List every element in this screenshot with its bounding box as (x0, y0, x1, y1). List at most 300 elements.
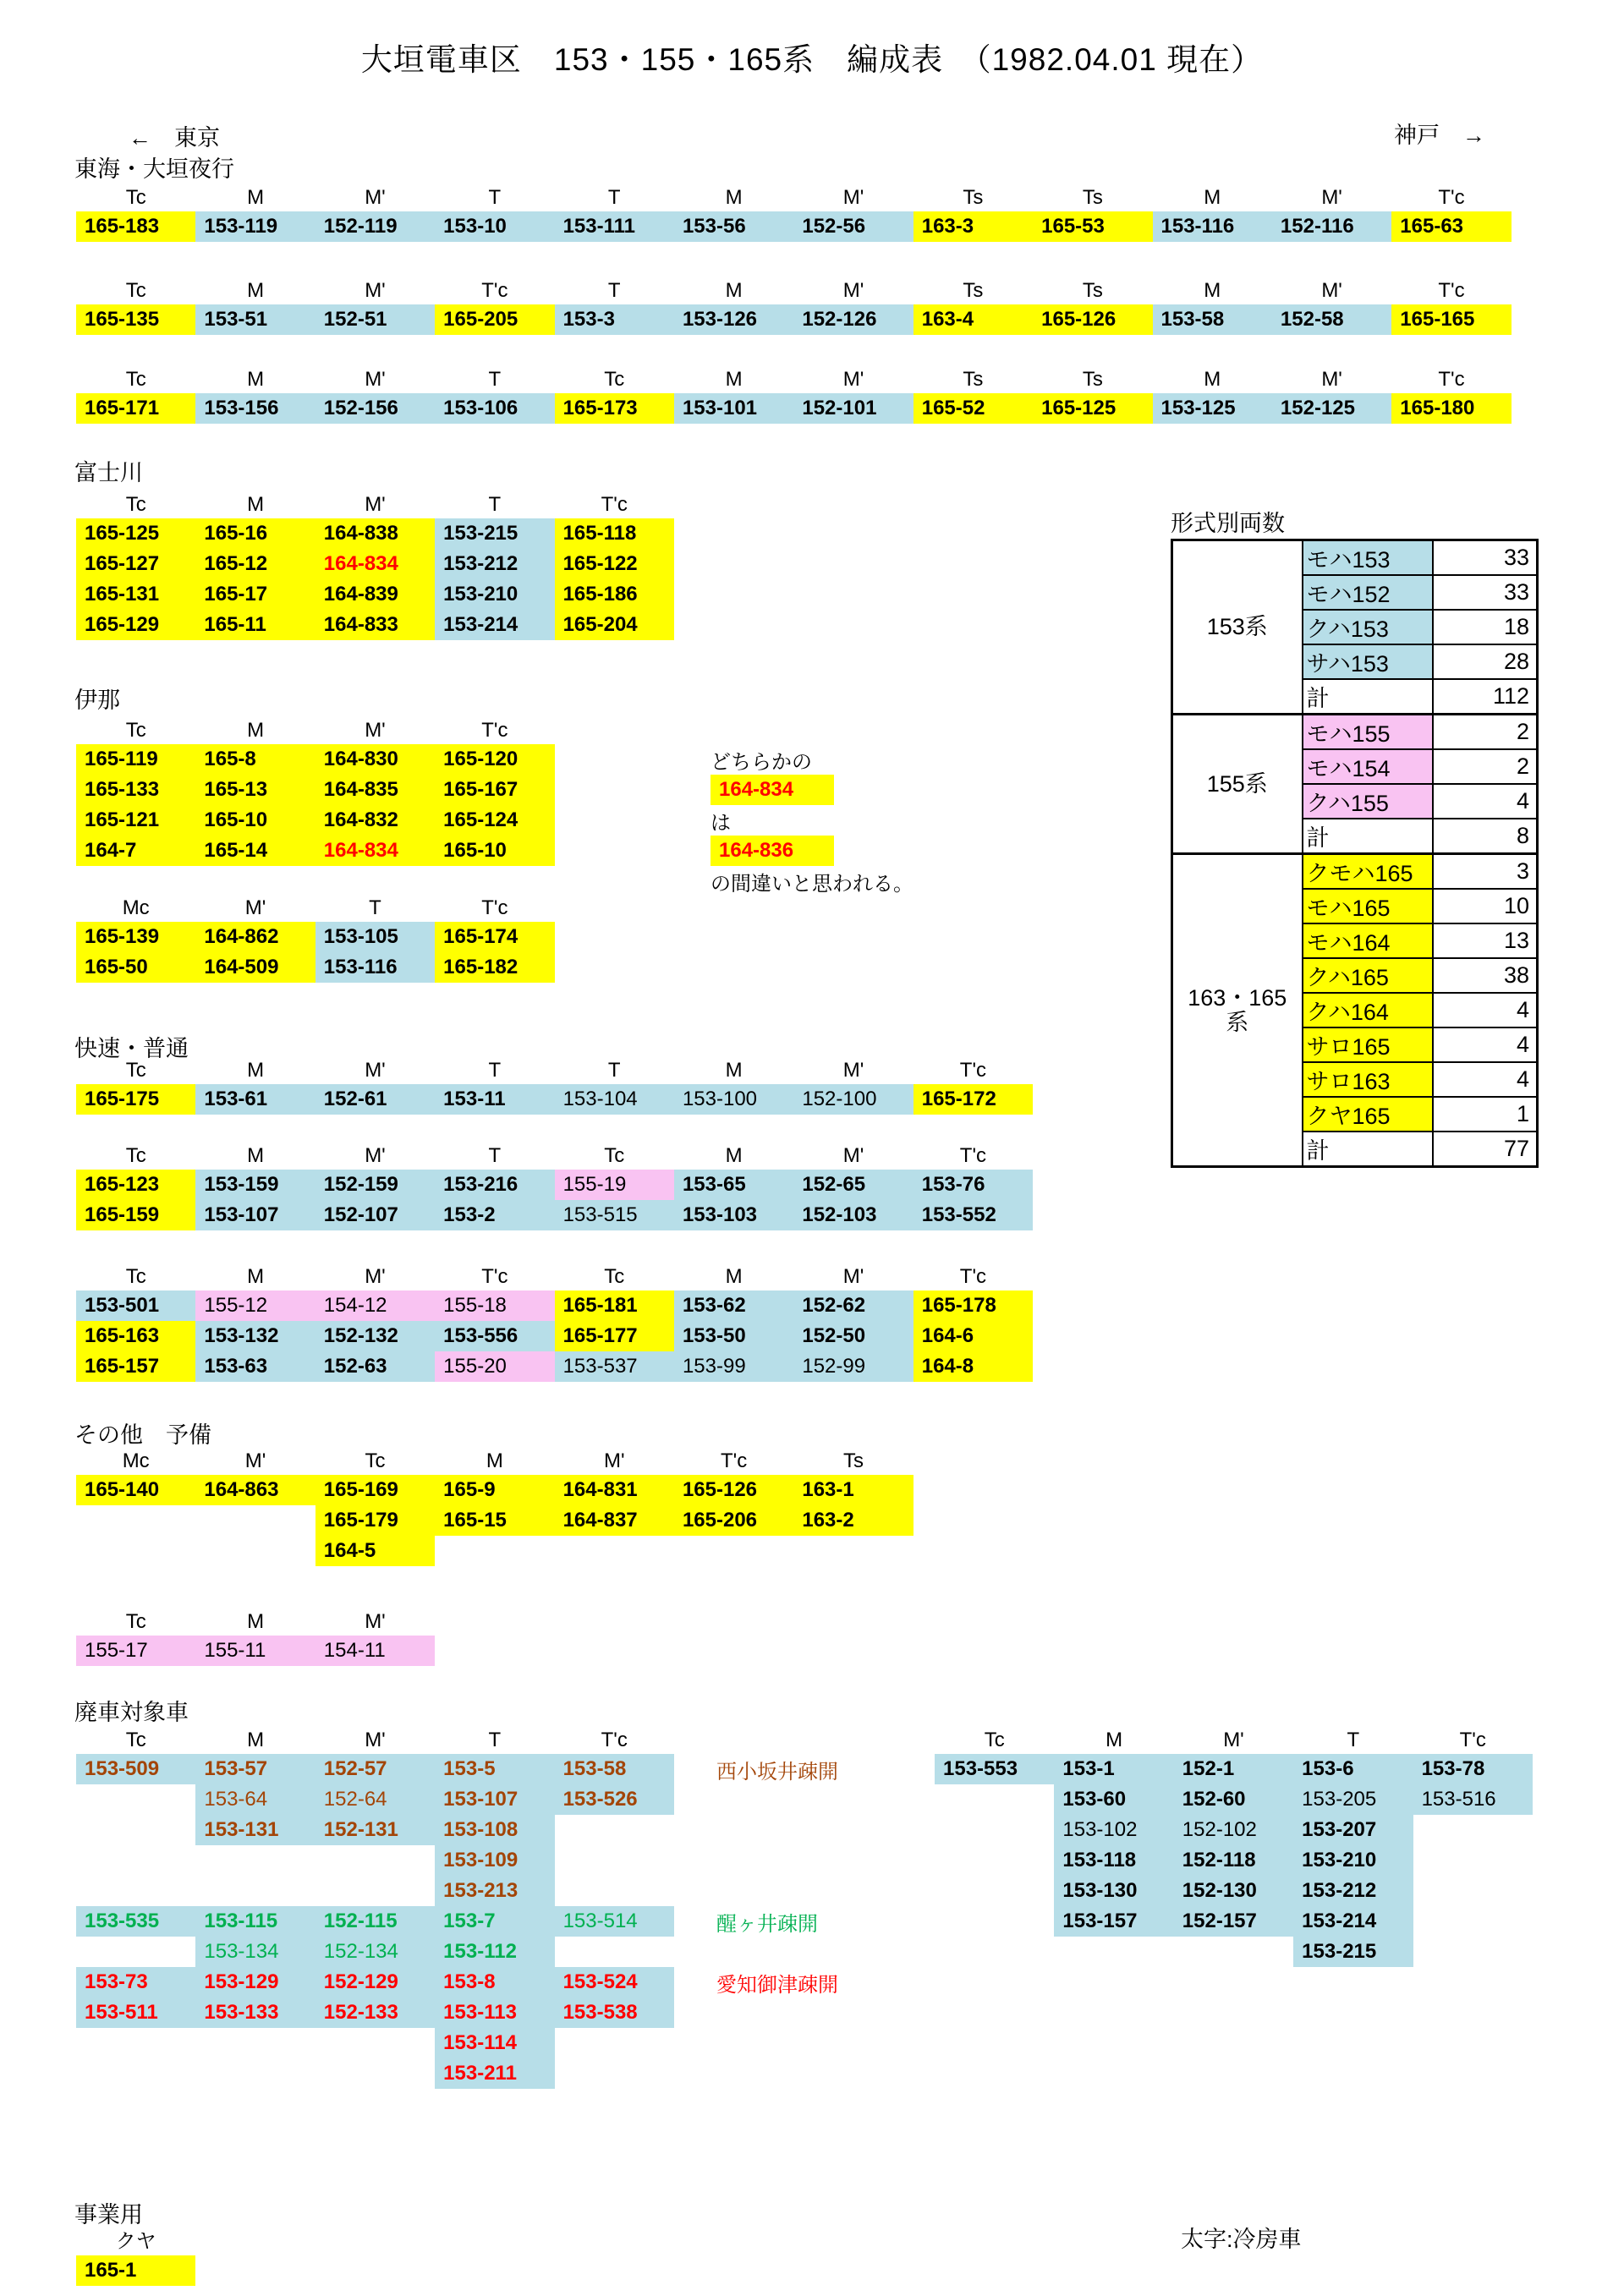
summary-row (1172, 715, 1538, 750)
car-number-cell: 165-178 (914, 1290, 1033, 1321)
car-number-cell: 165-165 (1391, 304, 1511, 335)
empty-cell (76, 2058, 195, 2089)
car-number-cell: 153-516 (1413, 1784, 1533, 1815)
car-number-cell: 152-157 (1174, 1906, 1293, 1937)
formation-row (76, 393, 1512, 424)
formation-row (76, 549, 674, 579)
car-type-header: Tc (984, 1729, 1005, 1751)
car-number-cell: 152-130 (1174, 1876, 1293, 1906)
car-number-cell: 165-175 (76, 1084, 195, 1115)
ina-formation-group-1 (76, 717, 555, 866)
car-type-header-row (76, 2228, 195, 2255)
car-number-cell: 152-129 (315, 1967, 435, 1997)
car-count-cell: 1 (1433, 1097, 1538, 1132)
empty-cell (1413, 1876, 1533, 1906)
car-type-cell: サロ163 (1303, 1062, 1433, 1097)
car-number-cell: 153-210 (1293, 1845, 1413, 1876)
car-type-cell: モハ155 (1303, 715, 1433, 750)
car-number-cell: 153-51 (195, 304, 315, 335)
car-type-header: M' (842, 1144, 864, 1167)
car-number-cell: 165-125 (76, 518, 195, 549)
car-number-cell: 153-216 (435, 1170, 554, 1200)
car-type-header: T'c (481, 1265, 508, 1288)
car-number-cell: 165-186 (555, 579, 674, 610)
car-number-cell: 152-134 (315, 1937, 435, 1967)
car-type-header: T'c (481, 896, 508, 919)
jigyo-formation-group-1 (76, 2228, 195, 2286)
car-number-cell: 165-206 (674, 1505, 793, 1536)
car-number-cell: 165-121 (76, 805, 195, 836)
car-number-cell: 155-19 (555, 1170, 674, 1200)
sonota-formation-group-1 (76, 1448, 914, 1566)
car-number-cell: 153-207 (1293, 1815, 1413, 1845)
empty-cell (1054, 1937, 1173, 1967)
empty-cell (1413, 1937, 1533, 1967)
car-type-header: M' (365, 1729, 386, 1751)
car-number-cell: 152-65 (793, 1170, 913, 1200)
formation-row (76, 744, 555, 775)
car-type-header: T (607, 186, 621, 209)
section-label-haisha: 廃車対象車 (74, 1700, 189, 1725)
car-number-cell: 152-62 (793, 1290, 913, 1321)
empty-cell (195, 2028, 315, 2058)
car-number-cell: 165-139 (76, 922, 195, 952)
empty-cell (76, 1937, 195, 1967)
car-number-cell: 165-12 (195, 549, 315, 579)
car-type-cell: 計 (1303, 1132, 1433, 1167)
car-number-cell: 152-115 (315, 1906, 435, 1937)
formation-row (76, 1967, 838, 1997)
evacuation-label: 西小坂井疎開 (716, 1760, 838, 1784)
car-number-cell: 153-100 (674, 1084, 793, 1115)
car-number-cell: 153-126 (674, 304, 793, 335)
formation-row (935, 1906, 1533, 1937)
car-number-cell: 153-106 (435, 393, 554, 424)
car-type-header: Ts (963, 186, 984, 209)
series-cell: 153系 (1172, 540, 1303, 715)
car-number-cell: 153-60 (1054, 1784, 1173, 1815)
car-number-cell: 153-56 (674, 211, 793, 242)
car-number-cell: 165-125 (1033, 393, 1152, 424)
note-line: は (710, 811, 731, 835)
car-number-cell: 165-169 (315, 1475, 435, 1505)
car-type-header: T'c (959, 1144, 987, 1167)
car-type-header: M (1204, 279, 1221, 302)
car-type-header: Tc (604, 1265, 625, 1288)
car-number-cell: 152-103 (793, 1200, 913, 1230)
note-line: の間違いと思われる。 (710, 872, 914, 896)
car-type-header: M' (244, 896, 266, 919)
car-count-cell: 112 (1433, 679, 1538, 715)
car-number-cell: 153-214 (1293, 1906, 1413, 1937)
car-type-header: M' (244, 1449, 266, 1472)
car-number-cell: 165-133 (76, 775, 195, 805)
car-type-header: M (1204, 368, 1221, 391)
formation-row (76, 2028, 838, 2058)
car-number-cell: 155-18 (435, 1290, 554, 1321)
car-type-header-row (76, 717, 555, 744)
car-number-cell: 153-552 (914, 1200, 1033, 1230)
car-type-header: Tc (125, 1610, 146, 1633)
car-number-cell: 153-205 (1293, 1784, 1413, 1815)
formation-row (935, 1754, 1533, 1784)
car-number-cell: 152-102 (1174, 1815, 1293, 1845)
car-type-header: M' (365, 186, 386, 209)
car-number-cell: 153-107 (435, 1784, 554, 1815)
note-line: 164-834 (710, 775, 834, 805)
correction-note (710, 744, 914, 896)
car-number-cell: 165-163 (76, 1321, 195, 1351)
car-number-cell: 153-50 (674, 1321, 793, 1351)
direction-tokyo-label: ← 東京 (129, 125, 220, 151)
car-type-header: M' (365, 493, 386, 516)
empty-cell (555, 1876, 674, 1906)
car-type-header: M' (365, 719, 386, 742)
empty-cell (195, 2058, 315, 2089)
car-number-cell: 153-111 (555, 211, 674, 242)
car-type-header-row (76, 1727, 838, 1754)
section-label-ina: 伊那 (74, 688, 120, 713)
car-type-cell: モハ153 (1303, 540, 1433, 576)
car-type-cell: 計 (1303, 819, 1433, 854)
car-type-header: M (1106, 1729, 1123, 1751)
car-number-cell: 153-125 (1153, 393, 1272, 424)
car-number-cell: 153-109 (435, 1845, 554, 1876)
car-type-header: M (486, 1449, 503, 1472)
summary-row (1172, 540, 1538, 576)
car-type-header: M' (365, 279, 386, 302)
car-type-header: Tc (125, 186, 146, 209)
empty-cell (555, 1815, 674, 1845)
car-type-header: M (247, 368, 265, 391)
car-type-header: T'c (959, 1059, 987, 1082)
car-type-header-row (76, 895, 555, 922)
car-type-header-row (76, 1057, 1033, 1084)
formation-row (935, 1937, 1533, 1967)
car-type-cell: サロ165 (1303, 1027, 1433, 1062)
car-type-header: T'c (1438, 279, 1465, 302)
car-number-cell: 153-2 (435, 1200, 554, 1230)
car-number-cell: 164-834 (315, 836, 435, 866)
formation-row (76, 1290, 1033, 1321)
car-type-header: T'c (481, 279, 508, 302)
car-type-header: M' (365, 1610, 386, 1633)
car-number-cell: 165-50 (76, 952, 195, 983)
car-type-cell: クハ153 (1303, 610, 1433, 644)
car-number-cell: 164-837 (555, 1505, 674, 1536)
empty-cell (195, 1505, 315, 1536)
car-number-cell: 153-214 (435, 610, 554, 640)
car-type-header: M' (365, 1144, 386, 1167)
page-title: 大垣電車区 153・155・165系 編成表 （1982.04.01 現在） (360, 42, 1264, 77)
car-type-header: T (607, 1059, 621, 1082)
car-type-header: Ts (963, 279, 984, 302)
car-count-cell: 38 (1433, 958, 1538, 993)
car-number-cell: 153-99 (674, 1351, 793, 1382)
car-number-cell: 153-10 (435, 211, 554, 242)
formation-row (935, 1784, 1533, 1815)
car-number-cell: 165-120 (435, 744, 554, 775)
car-count-cell: 77 (1433, 1132, 1538, 1167)
car-count-cell: 33 (1433, 575, 1538, 610)
empty-cell (555, 1937, 674, 1967)
car-count-cell: 4 (1433, 1027, 1538, 1062)
car-type-header-row (76, 1143, 1033, 1170)
car-number-cell: 165-14 (195, 836, 315, 866)
car-type-header: Ts (1082, 186, 1103, 209)
empty-cell (76, 1536, 195, 1566)
empty-cell (195, 1536, 315, 1566)
car-type-header: T'c (1438, 186, 1465, 209)
car-number-cell: 164-834 (315, 549, 435, 579)
car-number-cell: 153-107 (195, 1200, 315, 1230)
car-number-cell: 163-2 (793, 1505, 913, 1536)
car-count-cell: 8 (1433, 819, 1538, 854)
summary-row (1172, 854, 1538, 890)
car-number-cell: 153-11 (435, 1084, 554, 1115)
car-number-cell: 153-104 (555, 1084, 674, 1115)
formation-row (935, 1845, 1533, 1876)
car-number-cell: 153-5 (435, 1754, 554, 1784)
car-number-cell: 165-52 (914, 393, 1033, 424)
car-type-header: T (488, 493, 502, 516)
formation-row (76, 1784, 838, 1815)
car-number-cell: 165-123 (76, 1170, 195, 1200)
car-number-cell: 153-556 (435, 1321, 554, 1351)
car-type-header: M (725, 186, 743, 209)
car-type-cell: クハ165 (1303, 958, 1433, 993)
car-type-header: T'c (1438, 368, 1465, 391)
car-type-header-row (76, 491, 674, 518)
formation-row (76, 610, 674, 640)
empty-cell (315, 1876, 435, 1906)
car-type-header-row (76, 1608, 435, 1636)
fleet-summary-title: 形式別両数 (1171, 511, 1285, 536)
car-number-cell: 152-1 (1174, 1754, 1293, 1784)
direction-kobe-label: 神戸 → (1394, 123, 1485, 148)
car-number-cell: 153-76 (914, 1170, 1033, 1200)
haisha-formation-group-1 (76, 1727, 838, 2089)
car-number-cell: 152-100 (793, 1084, 913, 1115)
car-type-header-row (76, 277, 1512, 304)
car-type-header: M (247, 719, 265, 742)
car-type-header: M' (842, 1265, 864, 1288)
car-type-header: M (247, 1144, 265, 1167)
empty-cell (76, 1505, 195, 1536)
car-type-header: M (725, 279, 743, 302)
car-type-header: M (247, 279, 265, 302)
formation-row (76, 2255, 195, 2286)
car-type-header: M' (365, 368, 386, 391)
car-number-cell: 153-64 (195, 1784, 315, 1815)
formation-row (76, 579, 674, 610)
car-number-cell: 153-58 (555, 1754, 674, 1784)
car-type-header: T'c (601, 1729, 628, 1751)
formation-row (76, 1815, 838, 1845)
formation-row (935, 1876, 1533, 1906)
empty-cell (1413, 1815, 1533, 1845)
empty-cell (76, 2028, 195, 2058)
car-number-cell: 163-4 (914, 304, 1033, 335)
car-number-cell: 153-524 (555, 1967, 674, 1997)
car-number-cell: 165-127 (76, 549, 195, 579)
empty-cell (793, 1536, 913, 1566)
tokai-formation-group-2 (76, 277, 1512, 335)
section-label-fujikawa: 富士川 (74, 460, 143, 485)
car-number-cell: 165-204 (555, 610, 674, 640)
note-line: どちらかの (710, 750, 812, 774)
car-type-cell: クハ164 (1303, 993, 1433, 1027)
car-type-cell: サハ153 (1303, 644, 1433, 679)
car-type-header: Tc (125, 719, 146, 742)
empty-cell (555, 2058, 674, 2089)
car-number-cell: 153-526 (555, 1784, 674, 1815)
car-number-cell: 165-11 (195, 610, 315, 640)
car-type-header: M' (842, 186, 864, 209)
car-number-cell: 154-11 (315, 1636, 435, 1666)
car-number-cell: 153-78 (1413, 1754, 1533, 1784)
car-type-cell: 計 (1303, 679, 1433, 715)
car-type-header: Tc (125, 1729, 146, 1751)
formation-row (76, 211, 1512, 242)
car-count-cell: 3 (1433, 854, 1538, 890)
car-number-cell: 164-830 (315, 744, 435, 775)
car-type-header: T (369, 896, 381, 919)
car-type-header: Tc (125, 368, 146, 391)
empty-cell (76, 1784, 195, 1815)
formation-row (76, 1170, 1033, 1200)
car-number-cell: 164-509 (195, 952, 315, 983)
car-number-cell: 165-140 (76, 1475, 195, 1505)
car-count-cell: 2 (1433, 715, 1538, 750)
car-type-header: M (725, 368, 743, 391)
car-type-header: Ts (1082, 368, 1103, 391)
car-type-cell: クハ155 (1303, 784, 1433, 819)
empty-cell (195, 1845, 315, 1876)
section-label-sonota: その他 予備 (74, 1422, 211, 1448)
car-type-header: Mc (122, 1449, 150, 1472)
car-number-cell: 165-174 (435, 922, 554, 952)
formation-row (76, 1906, 838, 1937)
empty-cell (935, 1784, 1054, 1815)
car-number-cell: 153-116 (1153, 211, 1272, 242)
car-number-cell: 153-215 (1293, 1937, 1413, 1967)
car-number-cell: 153-108 (435, 1815, 554, 1845)
empty-cell (935, 1815, 1054, 1845)
car-number-cell: 152-56 (793, 211, 913, 242)
car-number-cell: 153-130 (1054, 1876, 1173, 1906)
car-number-cell: 165-10 (195, 805, 315, 836)
car-number-cell: 165-17 (195, 579, 315, 610)
car-type-header: T'c (481, 719, 508, 742)
car-number-cell: 165-126 (674, 1475, 793, 1505)
bold-legend-note: 太字:冷房車 (1181, 2227, 1302, 2252)
car-number-cell: 152-57 (315, 1754, 435, 1784)
car-type-header: T (488, 1059, 502, 1082)
empty-cell (674, 1536, 793, 1566)
series-cell: 155系 (1172, 715, 1303, 854)
formation-row (76, 2058, 838, 2089)
car-number-cell: 153-535 (76, 1906, 195, 1937)
evacuation-label: 醒ヶ井疎開 (716, 1912, 818, 1936)
fleet-summary-table (1171, 539, 1539, 1168)
formation-row (935, 1815, 1533, 1845)
empty-cell (935, 1876, 1054, 1906)
car-number-cell: 164-832 (315, 805, 435, 836)
car-number-cell: 153-157 (1054, 1906, 1173, 1937)
car-number-cell: 153-501 (76, 1290, 195, 1321)
car-number-cell: 153-3 (555, 304, 674, 335)
formation-row (76, 1754, 838, 1784)
section-label-jigyo: 事業用 (74, 2202, 143, 2228)
car-number-cell: 153-119 (195, 211, 315, 242)
car-number-cell: 153-538 (555, 1997, 674, 2028)
car-number-cell: 153-131 (195, 1815, 315, 1845)
car-number-cell: 153-514 (555, 1906, 674, 1937)
car-number-cell: 153-65 (674, 1170, 793, 1200)
evacuation-label: 愛知御津疎開 (716, 1973, 838, 1997)
car-number-cell: 154-12 (315, 1290, 435, 1321)
car-number-cell: 165-182 (435, 952, 554, 983)
car-type-header: M (247, 1610, 265, 1633)
car-number-cell: 152-116 (1272, 211, 1391, 242)
car-type-header: Ts (963, 368, 984, 391)
formation-row (76, 1200, 1033, 1230)
car-number-cell: 152-133 (315, 1997, 435, 2028)
car-number-cell: 164-5 (315, 1536, 435, 1566)
car-number-cell: 153-1 (1054, 1754, 1173, 1784)
car-number-cell: 165-135 (76, 304, 195, 335)
car-number-cell: 153-132 (195, 1321, 315, 1351)
car-count-cell: 10 (1433, 889, 1538, 923)
car-number-cell: 164-863 (195, 1475, 315, 1505)
car-type-header: M (247, 493, 265, 516)
car-number-cell: 165-9 (435, 1475, 554, 1505)
car-number-cell: 165-8 (195, 744, 315, 775)
car-number-cell: 165-126 (1033, 304, 1152, 335)
car-type-header: M' (1223, 1729, 1244, 1751)
car-number-cell: 165-10 (435, 836, 554, 866)
car-type-header: Tc (365, 1449, 386, 1472)
car-number-cell: 155-11 (195, 1636, 315, 1666)
car-number-cell: 165-1 (76, 2255, 195, 2286)
formation-row (76, 1997, 838, 2028)
car-type-header: Tc (125, 1059, 146, 1082)
empty-cell (555, 1536, 674, 1566)
car-type-header: クヤ (115, 2230, 156, 2253)
car-number-cell: 152-159 (315, 1170, 435, 1200)
car-number-cell: 153-8 (435, 1967, 554, 1997)
car-number-cell: 164-7 (76, 836, 195, 866)
empty-cell (315, 1845, 435, 1876)
car-number-cell: 163-3 (914, 211, 1033, 242)
car-number-cell: 153-63 (195, 1351, 315, 1382)
car-number-cell: 165-16 (195, 518, 315, 549)
empty-cell (935, 1937, 1054, 1967)
empty-cell (76, 1815, 195, 1845)
car-type-header-row (76, 1448, 914, 1475)
car-count-cell: 2 (1433, 749, 1538, 784)
car-type-header: T'c (601, 493, 628, 516)
car-number-cell: 164-862 (195, 922, 315, 952)
car-number-cell: 165-122 (555, 549, 674, 579)
car-number-cell: 153-102 (1054, 1815, 1173, 1845)
car-number-cell: 153-101 (674, 393, 793, 424)
sonota-formation-group-2 (76, 1608, 435, 1666)
car-number-cell: 153-511 (76, 1997, 195, 2028)
car-number-cell: 152-51 (315, 304, 435, 335)
car-type-header: T (488, 1729, 502, 1751)
